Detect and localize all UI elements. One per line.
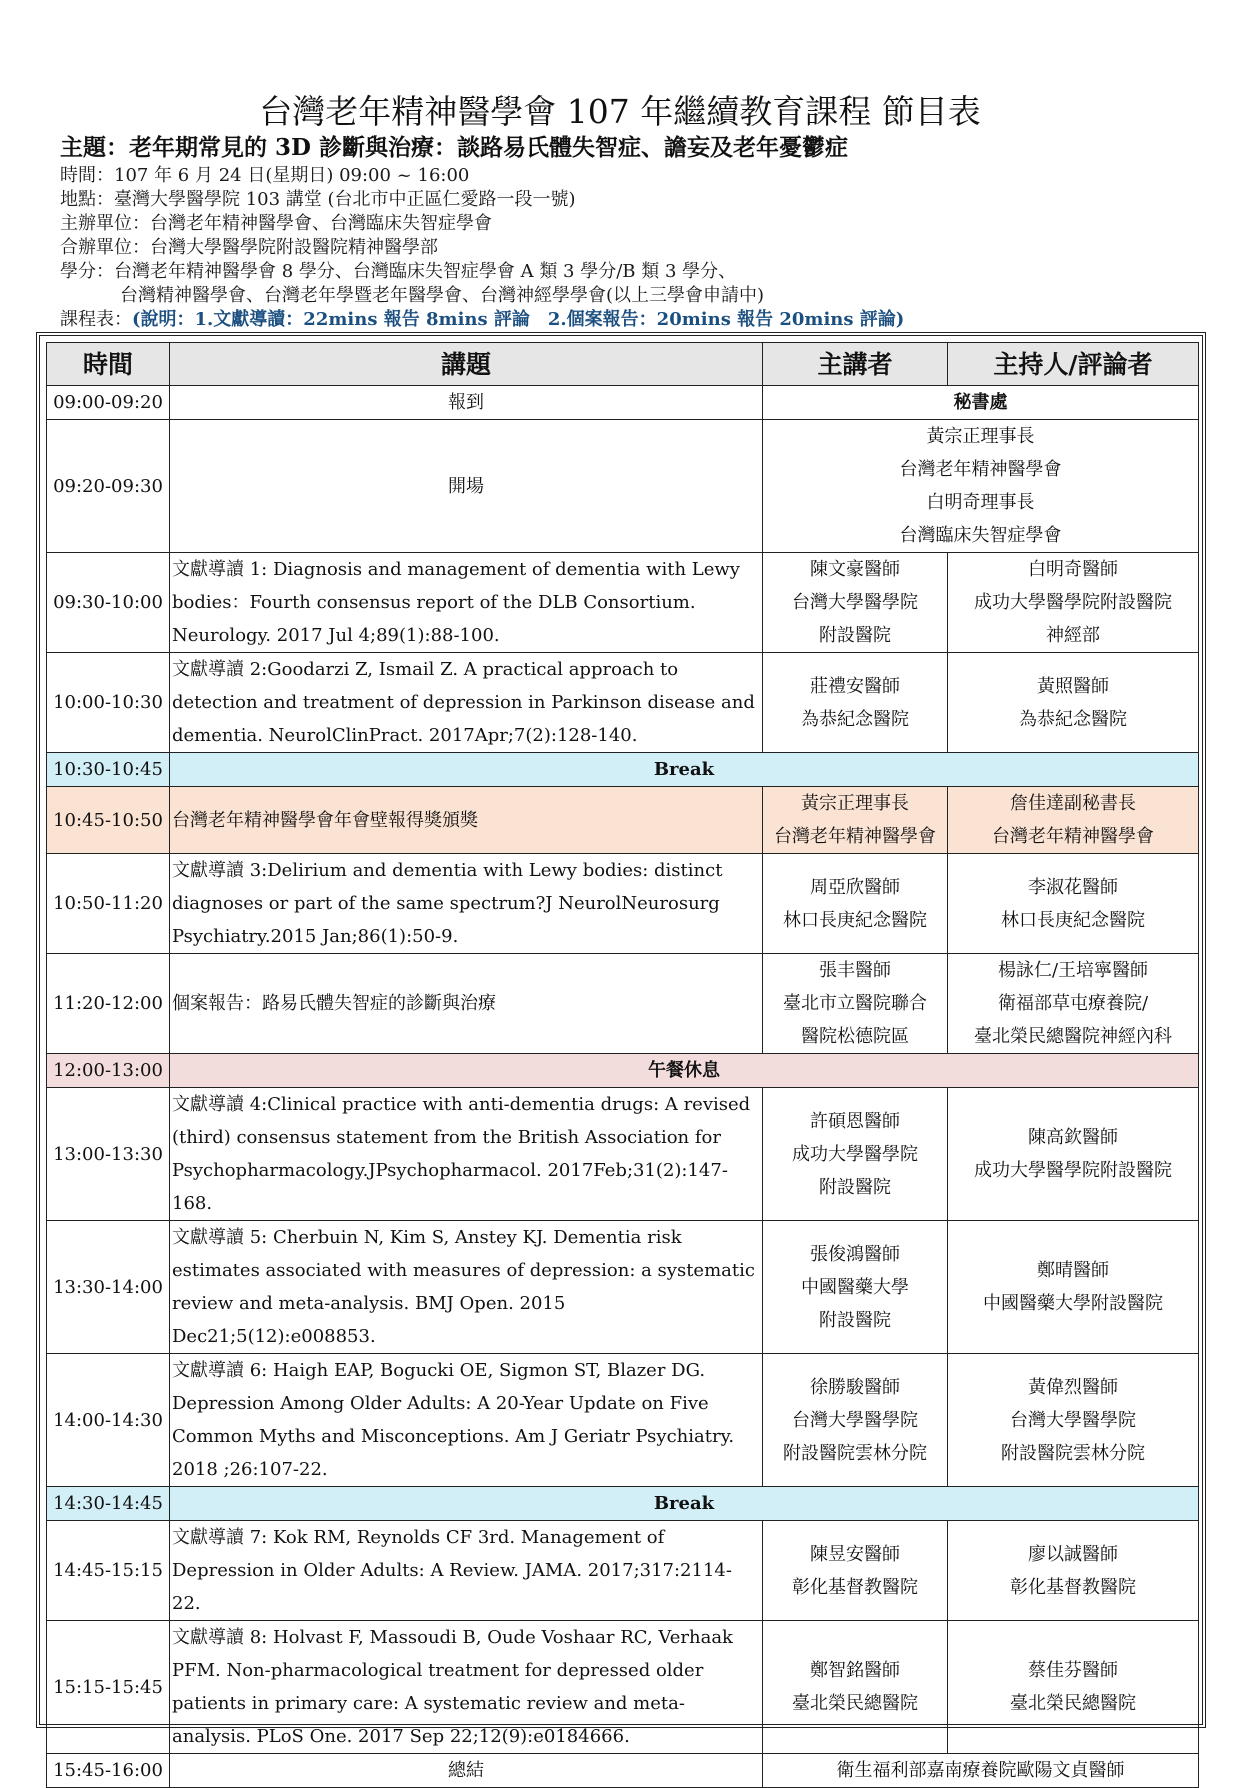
cell-line: 為恭紀念醫院 bbox=[1019, 708, 1127, 730]
cell-line: 張丰醫師 bbox=[819, 960, 891, 981]
schedule-note: (說明：1.文獻導讀：22mins 報告 8mins 評論 2.個案報告：20mins 報告 20mins 評論) bbox=[132, 309, 905, 330]
cell-line: 台灣老年精神醫學會 bbox=[774, 826, 936, 847]
table-row bbox=[47, 1754, 1199, 1788]
table-row bbox=[47, 854, 1199, 954]
host-cell bbox=[948, 787, 1199, 854]
cell-line: 黃照醫師 bbox=[1037, 675, 1109, 697]
topic-cell: 個案報告：路易氏體失智症的診斷與治療 bbox=[170, 954, 763, 1054]
topic-cell: 總結 bbox=[170, 1754, 763, 1788]
time-cell: 09:20-09:30 bbox=[47, 420, 170, 553]
cell-line: 徐勝駿醫師 bbox=[810, 1376, 900, 1398]
cell-line: 台灣大學醫學院 bbox=[792, 592, 918, 613]
schedule-table bbox=[46, 342, 1199, 1788]
cell-line: 臺北榮民總醫院 bbox=[1010, 1693, 1136, 1714]
speaker-cell bbox=[763, 653, 948, 753]
theme-subtitle: 主題：老年期常見的 3D 診斷與治療：談路易氏體失智症、譫妄及老年憂鬱症 bbox=[60, 134, 848, 161]
schedule-body bbox=[47, 386, 1199, 1788]
cell-line: 附設醫院 bbox=[819, 1176, 891, 1198]
cell-line: 陳高欽醫師 bbox=[1028, 1127, 1118, 1148]
table-row bbox=[47, 653, 1199, 753]
cell-line: 臺北榮民總醫院神經內科 bbox=[974, 1026, 1172, 1047]
cell-line: 白明奇理事長 bbox=[926, 492, 1035, 513]
cell-line: 台灣老年精神醫學會 bbox=[899, 459, 1062, 480]
cell-line: 許碩恩醫師 bbox=[810, 1110, 900, 1132]
cell-line: 廖以誠醫師 bbox=[1028, 1543, 1118, 1565]
time-cell: 10:45-10:50 bbox=[47, 787, 170, 854]
cell-line: 黃宗正理事長 bbox=[926, 426, 1035, 447]
merged-speaker-cell: 秘書處 bbox=[763, 386, 1199, 420]
cell-line: 陳文豪醫師 bbox=[810, 559, 900, 580]
credits-line-2: 台灣精神醫學會、台灣老年學暨老年醫學會、台灣神經學學會(以上三學會申請中) bbox=[120, 285, 765, 306]
topic-cell: 文獻導讀 3:Delirium and dementia with Lewy bodies: distinct diagnoses or part of the same spectrum?J NeurolNeurosurg Psychiatry.2015 Jan;86(1):50-9. bbox=[170, 854, 763, 954]
table-row bbox=[47, 420, 1199, 553]
time-cell: 09:30-10:00 bbox=[47, 553, 170, 653]
cell-line: 神經部 bbox=[1046, 625, 1100, 646]
speaker-cell bbox=[763, 1521, 948, 1621]
col-header-speaker: 主講者 bbox=[763, 343, 948, 386]
time-cell: 11:20-12:00 bbox=[47, 954, 170, 1054]
cell-line: 臺北市立醫院聯合 bbox=[783, 993, 927, 1014]
cell-line: 附設醫院 bbox=[819, 1309, 891, 1331]
table-row bbox=[47, 1354, 1199, 1487]
cell-line: 黃宗正理事長 bbox=[801, 793, 909, 814]
speaker-cell bbox=[763, 1088, 948, 1221]
cell-line: 衛福部草屯療養院/ bbox=[997, 993, 1149, 1014]
time-cell: 10:50-11:20 bbox=[47, 854, 170, 954]
table-row bbox=[47, 553, 1199, 653]
host-cell bbox=[948, 1088, 1199, 1221]
topic-cell: 文獻導讀 7: Kok RM, Reynolds CF 3rd. Management of Depression in Older Adults: A Review. JAMA. 2017;317:2114-22. bbox=[170, 1521, 763, 1621]
time-cell: 15:15-15:45 bbox=[47, 1621, 170, 1754]
host-cell bbox=[948, 553, 1199, 653]
topic-cell: 開場 bbox=[170, 420, 763, 553]
time-cell: 09:00-09:20 bbox=[47, 386, 170, 420]
table-row bbox=[47, 1088, 1199, 1221]
cell-line: 鄭晴醫師 bbox=[1037, 1260, 1109, 1281]
lunch-cell: 午餐休息 bbox=[170, 1054, 1199, 1088]
cell-line: 台灣大學醫學院 bbox=[1010, 1409, 1136, 1431]
topic-cell: 報到 bbox=[170, 386, 763, 420]
merged-speaker-cell bbox=[763, 420, 1199, 553]
topic-cell: 文獻導讀 8: Holvast F, Massoudi B, Oude Voshaar RC, Verhaak PFM. Non-pharmacological treatment for depressed older patients in primary care: A systematic review and meta-analysis. PLoS One. 2017 Sep 22;12(9):e0184666. bbox=[170, 1621, 763, 1754]
table-header-row bbox=[47, 343, 1199, 386]
table-row bbox=[47, 1521, 1199, 1621]
host-cell bbox=[948, 653, 1199, 753]
host-cell bbox=[948, 954, 1199, 1054]
cell-line: 附設醫院雲林分院 bbox=[783, 1442, 927, 1464]
speaker-cell bbox=[763, 787, 948, 854]
cell-line: 楊詠仁/王培寧醫師 bbox=[997, 960, 1149, 981]
host-cell bbox=[948, 1221, 1199, 1354]
cell-line: 蔡佳芬醫師 bbox=[1028, 1660, 1118, 1681]
time-cell: 10:00-10:30 bbox=[47, 653, 170, 753]
schedule-table-frame bbox=[36, 332, 1206, 1781]
time-cell: 14:00-14:30 bbox=[47, 1354, 170, 1487]
col-header-time: 時間 bbox=[47, 343, 170, 386]
cell-line: 白明奇醫師 bbox=[1028, 559, 1118, 580]
time-cell: 14:30-14:45 bbox=[47, 1487, 170, 1521]
cell-line: 附設醫院雲林分院 bbox=[1001, 1442, 1145, 1464]
cell-line: 林口長庚紀念醫院 bbox=[783, 909, 927, 931]
break-cell: Break bbox=[170, 753, 1199, 787]
cell-line: 台灣大學醫學院 bbox=[792, 1409, 918, 1431]
host-cell bbox=[948, 1621, 1199, 1754]
table-row bbox=[47, 386, 1199, 420]
event-time: 時間：107 年 6 月 24 日(星期日) 09:00 ~ 16:00 bbox=[60, 165, 470, 186]
topic-cell: 文獻導讀 4:Clinical practice with anti-dementia drugs: A revised (third) consensus statement from the British Association for Psychopharmacology.JPsychopharmacol. 2017Feb;31(2):147-168. bbox=[170, 1088, 763, 1221]
cell-line: 成功大學醫學院附設醫院 bbox=[974, 592, 1172, 613]
topic-cell: 文獻導讀 6: Haigh EAP, Bogucki OE, Sigmon ST, Blazer DG. Depression Among Older Adults: A 20-Year Update on Five Common Myths and Misconceptions. Am J Geriatr Psychiatry. 2018 ;26:107-22. bbox=[170, 1354, 763, 1487]
topic-cell: 台灣老年精神醫學會年會壁報得獎頒獎 bbox=[170, 787, 763, 854]
table-row bbox=[47, 787, 1199, 854]
cell-line: 彰化基督教醫院 bbox=[1010, 1576, 1136, 1598]
organizer: 主辦單位：台灣老年精神醫學會、台灣臨床失智症學會 bbox=[60, 213, 492, 234]
col-header-topic: 講題 bbox=[170, 343, 763, 386]
time-cell: 13:30-14:00 bbox=[47, 1221, 170, 1354]
topic-cell: 文獻導讀 2:Goodarzi Z, Ismail Z. A practical approach to detection and treatment of depression in Parkinson disease and dementia. NeurolClinPract. 2017Apr;7(2):128-140. bbox=[170, 653, 763, 753]
cell-line: 中國醫藥大學附設醫院 bbox=[983, 1293, 1163, 1314]
speaker-cell bbox=[763, 553, 948, 653]
cell-line: 成功大學醫學院附設醫院 bbox=[974, 1160, 1172, 1181]
time-cell: 12:00-13:00 bbox=[47, 1054, 170, 1088]
time-cell: 15:45-16:00 bbox=[47, 1754, 170, 1788]
cell-line: 中國醫藥大學 bbox=[801, 1276, 909, 1298]
co-organizer: 合辦單位：台灣大學醫學院附設醫院精神醫學部 bbox=[60, 237, 438, 258]
col-header-host: 主持人/評論者 bbox=[948, 343, 1199, 386]
speaker-cell bbox=[763, 1354, 948, 1487]
cell-line: 彰化基督教醫院 bbox=[792, 1576, 918, 1598]
credits-line-1: 學分：台灣老年精神醫學會 8 學分、台灣臨床失智症學會 A 類 3 學分/B 類 3 學分、 bbox=[60, 261, 737, 282]
table-row bbox=[47, 753, 1199, 787]
table-row bbox=[47, 1221, 1199, 1354]
schedule-label: 課程表： bbox=[60, 309, 132, 330]
table-row bbox=[47, 1487, 1199, 1521]
cell-line: 台灣臨床失智症學會 bbox=[899, 525, 1062, 546]
cell-line: 張俊鴻醫師 bbox=[810, 1243, 900, 1265]
time-cell: 14:45-15:15 bbox=[47, 1521, 170, 1621]
schedule-heading bbox=[60, 308, 904, 332]
break-cell: Break bbox=[170, 1487, 1199, 1521]
table-row bbox=[47, 954, 1199, 1054]
time-cell: 10:30-10:45 bbox=[47, 753, 170, 787]
cell-line: 黃偉烈醫師 bbox=[1028, 1376, 1118, 1398]
speaker-cell bbox=[763, 854, 948, 954]
cell-line: 周亞欣醫師 bbox=[810, 876, 900, 898]
event-place: 地點：臺灣大學醫學院 103 講堂 (台北市中正區仁愛路一段一號) bbox=[60, 189, 576, 210]
cell-line: 為恭紀念醫院 bbox=[801, 708, 909, 730]
table-row bbox=[47, 1621, 1199, 1754]
table-row bbox=[47, 1054, 1199, 1088]
cell-line: 陳昱安醫師 bbox=[810, 1543, 900, 1565]
topic-cell: 文獻導讀 5: Cherbuin N, Kim S, Anstey KJ. Dementia risk estimates associated with measures of depression: a systematic review and meta-analysis. BMJ Open. 2015 Dec21;5(12):e008853. bbox=[170, 1221, 763, 1354]
merged-speaker-cell: 衛生福利部嘉南療養院歐陽文貞醫師 bbox=[763, 1754, 1199, 1788]
cell-line: 詹佳達副秘書長 bbox=[1010, 793, 1136, 814]
cell-line: 莊禮安醫師 bbox=[810, 675, 900, 697]
cell-line: 醫院松德院區 bbox=[801, 1026, 909, 1047]
host-cell bbox=[948, 1521, 1199, 1621]
cell-line: 附設醫院 bbox=[819, 625, 891, 646]
host-cell bbox=[948, 854, 1199, 954]
cell-line: 台灣老年精神醫學會 bbox=[992, 826, 1154, 847]
topic-cell: 文獻導讀 1: Diagnosis and management of dementia with Lewy bodies：Fourth consensus report of the DLB Consortium. Neurology. 2017 Jul 4;89(1):88-100. bbox=[170, 553, 763, 653]
cell-line: 李淑花醫師 bbox=[1028, 876, 1118, 898]
speaker-cell bbox=[763, 1221, 948, 1354]
cell-line: 臺北榮民總醫院 bbox=[792, 1693, 918, 1714]
time-cell: 13:00-13:30 bbox=[47, 1088, 170, 1221]
cell-line: 成功大學醫學院 bbox=[792, 1143, 918, 1165]
cell-line: 鄭智銘醫師 bbox=[810, 1660, 900, 1681]
speaker-cell bbox=[763, 1621, 948, 1754]
cell-line: 林口長庚紀念醫院 bbox=[1001, 909, 1145, 931]
page-title: 台灣老年精神醫學會 107 年繼續教育課程 節目表 bbox=[259, 92, 981, 131]
host-cell bbox=[948, 1354, 1199, 1487]
speaker-cell bbox=[763, 954, 948, 1054]
